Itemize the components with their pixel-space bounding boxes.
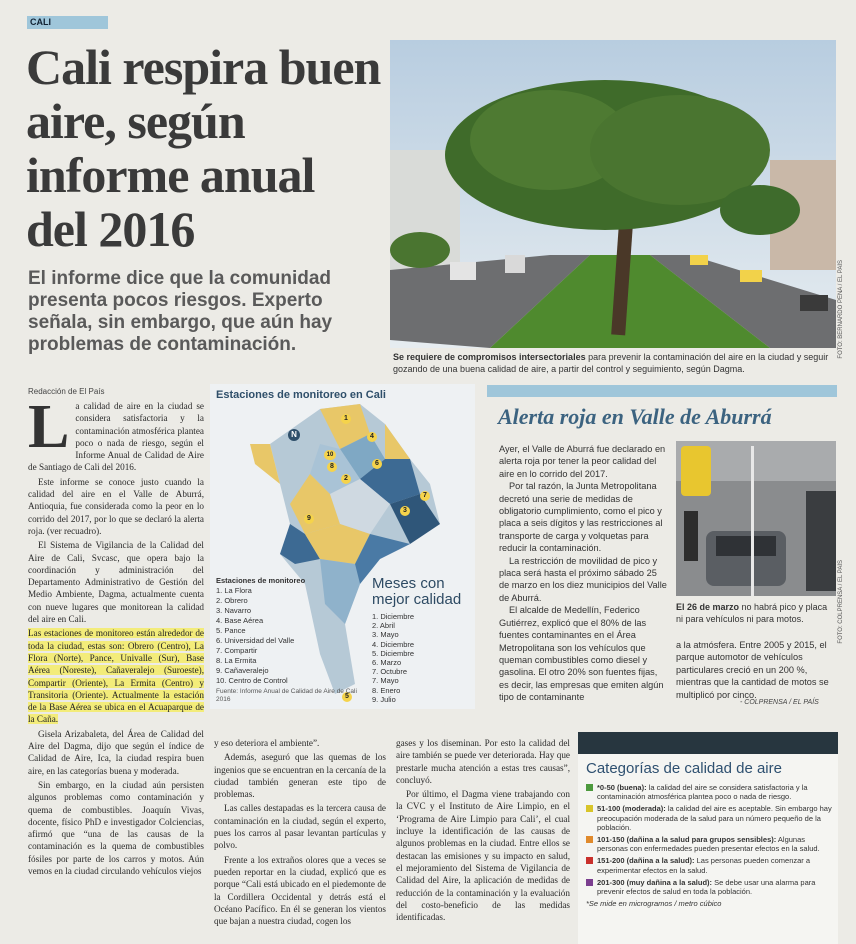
month-item: 4. Diciembre xyxy=(372,639,415,649)
category-item: 51-100 (moderada): la calidad del aire es aceptable. Sin embargo hay preocupación moderada de la salud para un número pequeño de la población. xyxy=(586,804,834,832)
month-item: 7. Mayo xyxy=(372,676,399,686)
map-title: Estaciones de monitoreo en Cali xyxy=(216,389,386,401)
map-marker-4: 4 xyxy=(367,432,377,442)
map-source: Fuente: Informe Anual de Calidad de Aire de Cali 2016 xyxy=(216,688,357,703)
dropcap: L xyxy=(28,393,70,461)
map-marker-3: 3 xyxy=(400,506,410,516)
alerta-photo-credit: FOTO: COLPRENSA / EL PAÍS xyxy=(838,560,844,644)
highlighted-text: Las estaciones de monitoreo están alrededor de toda la ciudad, estas son: Obrero (Centro), La Flora (Norte), Pance, Univalle (Sur), Base Aérea (Noreste), Cañaveralejo (Suroeste), Compartir (Oriente), La Ermita (Centro) y Transitoria (Oriente). Actualmente la estación de la Base Aérea se ubica en el Acuaparque de la Caña. xyxy=(28,628,204,725)
alerta-text: Ayer, el Valle de Aburrá fue declarado en alerta roja por tener la peor calidad del aire en lo corrido del 2017. Por tal razón, la Junta Metropolitana decretó una serie de medidas de obligatorio cumplimiento, como el pico y placa a seis dígitos y las restricciones al transporte de carga y volquetas para reducir la contaminación. La restricción de movilidad de pico y placa será hasta el próximo sábado 25 de marzo en los diez municipios del Valle de Aburrá. El alcalde de Medellín, Federico Gutiérrez, explicó que el 80% de las fuentes contaminantes en el Área Metropolitana son los vehículos que queman combustibles como diesel y gasolina. El otro 20% son fuentes fijas, es decir, las empresas que emiten algún tipo de contaminante xyxy=(499,444,667,703)
map-marker-7: 7 xyxy=(420,491,430,501)
alerta-signature: - COLPRENSA / EL PAÍS xyxy=(740,699,819,706)
month-item: 6. Marzo xyxy=(372,658,402,668)
map-marker-1: 1 xyxy=(341,414,351,424)
map-marker-5: 5 xyxy=(342,692,352,702)
photo-caption: Se requiere de compromisos intersectoriales para prevenir la contaminación del aire en la ciudad y seguir gozando de una buena calidad de aire, a partir del control y seguimiento, según Dagma. xyxy=(393,352,829,374)
section-tag: CALI xyxy=(27,16,108,29)
byline: Redacción de El País xyxy=(28,387,105,396)
category-item: 151-200 (dañina a la salud): Las personas pueden comenzar a experimentar efectos en la salud. xyxy=(586,856,834,874)
category-color-swatch xyxy=(586,784,593,791)
map-marker-10: 10 xyxy=(324,450,336,460)
traffic-photo xyxy=(676,441,836,596)
best-months-legend: Meses con mejor calidad 1. Diciembre 2. Abril 3. Mayo 4. Diciembre 5. Diciembre 6. Marzo 7. Octubre 7. Mayo 8. Enero 9. Julio xyxy=(372,576,472,704)
alerta-title: Alerta roja en Valle de Aburrá xyxy=(498,404,772,429)
article-column-3: gases y los diseminan. Por esto la calidad del aire también se puede ver deteriorada. Hay que prestarle mucha atención a estas tres causas”, concluyó. Por último, el Dagma viene trabajando con la CVC y el Instituto de Aire Limpio, en el ‘Programa de Aire Limpio para Cali’, el cual incluye la identificación de las causas de algunos problemas en la ciudad. Entre ellos se destacan las emisiones y su impacto en salud, el mejoramiento del Sistema de Vigilancia de Calidad del Aire, la aplicación de medidas de reducción de la contaminación y la evaluación del costo-beneficio de las medidas identificadas. xyxy=(396,738,570,923)
photo-credit: FOTO: BERNARDO PEÑA / EL PAÍS xyxy=(838,260,844,359)
station-item: 2. Obrero xyxy=(216,596,248,605)
map-marker-8: 8 xyxy=(327,462,337,472)
subhead: El informe dice que la comunidad presenta pocos riesgos. Experto señala, sin embargo, que aún hay problemas de contaminación. xyxy=(28,268,333,355)
category-item: 101-150 (dañina a la salud para grupos sensibles): Algunas personas con enfermedades pueden presentar efectos en la salud. xyxy=(586,835,834,853)
station-item: 8. La Ermita xyxy=(216,656,257,665)
category-item: 201-300 (muy dañina a la salud): Se debe usar una alarma para prevenir efectos de salud en toda la población. xyxy=(586,878,834,896)
station-item: 6. Universidad del Valle xyxy=(216,636,295,645)
station-item: 7. Compartir xyxy=(216,646,258,655)
map-marker-6: 6 xyxy=(372,459,382,469)
category-item: *0-50 (buena): la calidad del aire se considera satisfactoria y la contaminación atmosférica plantea poco o nada de riesgo. xyxy=(586,783,834,801)
headline: Cali respira buen aire, según informe anual del 2016 xyxy=(26,39,381,257)
month-item: 1. Diciembre xyxy=(372,612,415,621)
alerta-text-2: a la atmósfera. Entre 2005 y 2015, el parque automotor de vehículos particulares creció en un 200 %, mientras que la cantidad de motos se multiplicó por cinco. xyxy=(676,640,829,700)
month-item: 3. Mayo xyxy=(372,630,399,640)
category-color-swatch xyxy=(586,836,593,843)
station-item: 5. Pance xyxy=(216,626,246,635)
month-item: 7. Octubre xyxy=(372,667,408,677)
alerta-bar xyxy=(487,385,837,397)
category-color-swatch xyxy=(586,879,593,886)
station-item: 3. Navarro xyxy=(216,606,252,615)
month-item: 8. Enero xyxy=(372,685,401,695)
map-marker-9: 9 xyxy=(304,514,314,524)
categories-list xyxy=(586,783,834,908)
tree-photo xyxy=(390,40,836,348)
station-item: 1. La Flora xyxy=(216,586,252,595)
stations-legend: Estaciones de monitoreo 1. La Flora 2. Obrero 3. Navarro 4. Base Aérea 5. Pance 6. Universidad del Valle 7. Compartir 8. La Ermita 9. Cañaveralejo 10. Centro de Control xyxy=(216,576,321,686)
categories-title: Categorías de calidad de aire xyxy=(586,760,782,777)
month-item: 2. Abril xyxy=(372,621,395,631)
alerta-photo-caption: El 26 de marzo no habrá pico y placa ni para vehículos ni para motos. xyxy=(676,602,828,624)
map-marker-2: 2 xyxy=(341,474,351,484)
month-item: 5. Diciembre xyxy=(372,648,415,658)
article-column-2: y eso deteriora el ambiente”. Además, aseguró que las quemas de los ingenios que se encuentran en la cercanía de la ciudad también generan este tipo de problemas. Las calles destapadas es la tercera causa de contaminación en la ciudad, según el experto, pues los carros al pasar levantan partículas y polvo. Frente a los extraños olores que a veces se pueden reportar en la ciudad, explicó que es porque “Cali está ubicado en el piedemonte de la Cordillera Occidental y detrás está el Océano Pacífico. En él se generan los vientos que bajan a nuestra ciudad, cogen los xyxy=(214,738,386,927)
station-item: 10. Centro de Control xyxy=(216,676,288,685)
categories-note: *Se mide en microgramos / metro cúbico xyxy=(586,899,722,909)
station-item: 9. Cañaveralejo xyxy=(216,666,269,675)
article-column-1: La calidad de aire en la ciudad se considera satisfactoria y la contaminación atmosférica plantea poco o nada de riesgo, según el Informe Anual de Calidad de Aire de Santiago de Cali del 2016. Este informe se conoce justo cuando la calidad del aire en el Valle de Aburrá, Antioquia, fue considerada como la peor en lo corrido del 2017, por lo que se declaró la alerta roja. (ver recuadro). El Sistema de Vigilancia de la Calidad del Aire de Cali, Svcasc, que opera bajo la coordinación y administración del Departamento Administrativo de Gestión del Medio Ambiente, Dagma, actualmente cuenta con nueve lugares que monitorean la calidad del aire en Cali. Las estaciones de monitoreo están alrededor de toda la ciudad, estas son: Obrero (Centro), La Flora (Norte), Pance, Univalle (Sur), Base Aérea (Noreste), Cañaveralejo (Suroeste), Compartir (Oriente), La Ermita (Centro) y Transitoria (Oriente). Actualmente la estación de la Base Aérea se ubica en el Acuaparque de la Caña. Gisela Arizabaleta, del Área de Calidad del Aire del Dagma, dijo que según el índice de Calidad de Aire, Ica, la ciudad respira buen aire, en las categorías buena y moderada. Sin embargo, en la ciudad aún persisten algunos problemas como contaminación y quema de combustibles. Joaquín Vivas, docente, físico PhD e investigador Colciencias, afirmó que “una de las causas de la contaminación es la quema de combustibles fósiles por parte de los carros y motos. Aún vemos en la ciudad circulando vehículos viejos xyxy=(28,393,204,876)
month-item: 9. Julio xyxy=(372,694,396,704)
category-color-swatch xyxy=(586,857,593,864)
station-item: 4. Base Aérea xyxy=(216,616,264,625)
north-arrow: N xyxy=(288,429,300,441)
category-color-swatch xyxy=(586,805,593,812)
